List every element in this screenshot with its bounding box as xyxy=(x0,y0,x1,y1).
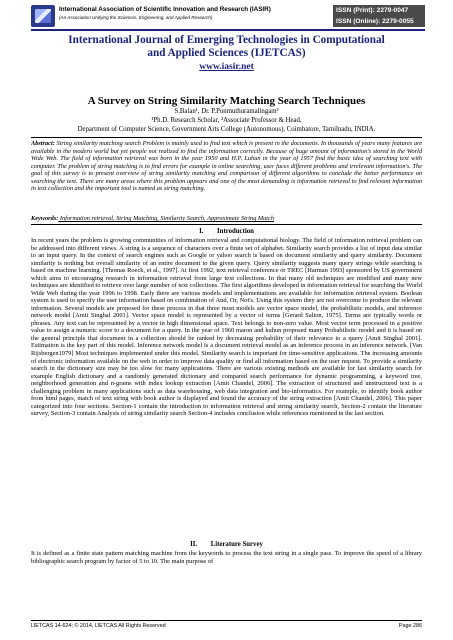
issn-box xyxy=(333,5,425,27)
journal-header xyxy=(31,5,425,27)
section-text-literature-survey: It is defined as a finite state pattern matching machine from the keywords to process the text string in a single pass. To improve the speed of a library bibliographic search program by factor of 5 to 10. The main purpose of xyxy=(31,550,422,565)
header-divider xyxy=(31,29,425,31)
keywords-text: Information retrieval, String Matching, Similarity Search, Approximate String Match xyxy=(58,215,274,222)
paper-affiliation-line2: Department of Computer Science, Government Arts College (Autonomous), Coimbatore, Tamilnadu, INDIA. xyxy=(77,126,376,133)
association-subtitle: (An Association Unifying the Sciences, Engineering, and Applied Research) xyxy=(59,15,213,20)
journal-name xyxy=(20,34,433,59)
issn-print: ISSN (Print): 2279-0047 xyxy=(336,7,409,14)
abstract xyxy=(31,140,422,193)
paper-affiliation-line1: ¹Ph.D. Research Scholar, ²Associate Professor & Head, xyxy=(151,117,302,124)
abstract-bottom-rule xyxy=(31,224,422,225)
section-text-introduction: In recent years the problem is growing communities of information retrieval and computational biology. The field of information retrieval problem can be addressed into different views. A string is a sequence of characters over a finite set of alphabet. Similarity search provides a list of input data similar to an input query. In the context of search engines such as Google or yahoo search is based on document similarity and query similarity. Document similarity is nothing but overall similarity of an entire document to the given query. Query similarity suggests many query strings while searching is based on machine learning. [Thomas Roeck, et al., 1997]. At first 1992, text retrieval conference or TREC [Harman 1993] sponsored by US government which aims to encouraging research in information retrieval from large text collections. In that many old techniques are modified and many new techniques are identified to retrieve over large number of text collections. The first algorithms developed in information retrieval for searching the World Wide Web during the year 1996 to 1998. Early there are various models and implementations are available for information retrieval system. Boolean system is used to specify the user information based on combination of And, Or, Not's. Using this system they are not overcome to produce the relevant information. Several models are proposed for these process in that three most models are vector space model, the probabilistic models, and inference network model [Amit Singhal 2001]. Vector space model is represented by a vector of terms [Gerard Salton, 1975]. Terms are typically words or phrases. Any text can be represented by a vector in high dimensional space. Text belongs to non-zero value. Most vector term processed in a positive value to assign a numeric score to a document for a query. In the year of 1960 maron and kuhun proposed many Probabilistic model and it is based on the general principle that document in a collection should be ranked by decreasing probability of their relevance to a query [Amit Singhal 2001]. Estimation is the key part of this model. Inference network model is a document retrieval model as an inference process in an inference network. [Van Rijsbergen1979] Most techniques implemented under this model. Similarity search is important for time-sensitive applications. The increasing amounts of electronic information available on the web in order to improve data quality or find all information based on the user request. To provide a similarity search in the dictionary size may be too slow for many applications. There are various existing methods are available for fast similarity search for example English dictionary and a randomly generated dictionary and compared search performance for dynamic programming, a keyword tree, neighborhood generation and n-grams with index lookup extraction [Amit Chandel, 2006]. The extraction of structured and unstructured text is a challenging problem in many applications such as data warehousing, web data integration and bio-informatics. For example, to identify book author from html pages, match of text string with book author is displayed and found the accuracy of the string extraction [Amit Chandel, 2006]. This paper categorized into four sections. Section-1 contain the introduction to information retrieval and string similarity search, Section-2 contain the literature survey, Section-3 contain Analysis of string similarity search Section-4 includes conclusion while references mentioned in the last section. xyxy=(31,237,422,418)
abstract-top-rule xyxy=(31,137,422,138)
journal-name-line2: and Applied Sciences (IJETCAS) xyxy=(147,46,306,59)
keywords xyxy=(31,215,422,222)
iasir-logo-icon xyxy=(31,5,55,27)
keywords-label: Keywords: xyxy=(31,215,59,222)
paper-title: A Survey on String Similarity Matching Search Techniques xyxy=(87,95,366,107)
paper-authors: S.Balan¹, Dr. P.Ponmuthuramalingam² xyxy=(174,108,279,115)
journal-website-link[interactable]: www.iasir.net xyxy=(199,62,254,72)
abstract-label: Abstract: xyxy=(31,140,55,147)
footer-divider xyxy=(31,620,422,621)
section-heading-literature-survey: II. Literature Survey xyxy=(190,541,263,548)
section-heading-introduction: I. Introduction xyxy=(199,228,254,235)
journal-name-line1: International Journal of Emerging Technologies in Computational xyxy=(68,34,385,46)
footer-copyright: IJETCAS 14-624; © 2014, IJETCAS All Rights Reserved xyxy=(31,623,166,629)
issn-online: ISSN (Online): 2279-0055 xyxy=(336,18,414,25)
footer-page-number: Page 286 xyxy=(398,623,422,629)
abstract-text: String similarity matching search Problem is mainly used to find text which is present in the documents. In thousands of years many features are available in the modern world but yet people not realized to find the information correctly. Because of huge amount of information's stored in the World Wide Web. The field of information retrieval was born in the year 1950 and H.P. Luhun in the year of 1957 find the basic idea of searching text with computer. The problem of string matching is to find errors for example in online searching, user faces different problems and irrelevant information's. The goal of this survey is to present overview of string similarity matching and comparison of different algorithms to conclude the better performance on searching the text. There are many areas where this problem appears and one of the most demanding is information retrieval to find relevant information in text collection and the important tool is named as string matching. xyxy=(31,140,422,193)
association-name: International Association of Scientific Innovation and Research (IASIR) xyxy=(59,6,271,13)
